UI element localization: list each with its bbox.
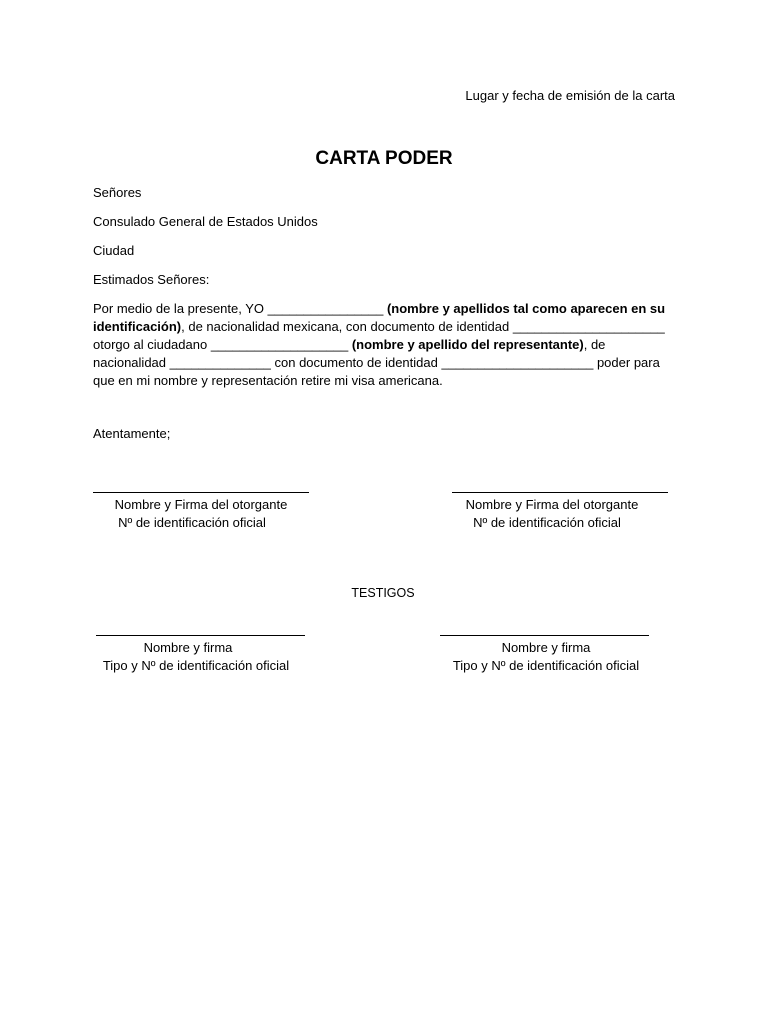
witness-left-name-label: Nombre y firma [143,640,233,655]
grantor-right-signature-line [452,492,668,493]
grantor-right-id-label: Nº de identificación oficial [473,515,621,530]
witness-left-id-label: Tipo y Nº de identificación oficial [102,658,290,673]
closing: Atentamente; [93,426,171,441]
witness-right-name-label: Nombre y firma [501,640,591,655]
salutation-line-1: Señores [93,185,142,200]
body-text-1: Por medio de la presente, YO [93,301,265,316]
id-blank: _____________________ [512,319,665,334]
body-text-4: , de nacionalidad [93,337,606,370]
body-text-2: , de nacionalidad mexicana, con documento de identidad [181,319,510,334]
body-bold-1: (nombre y apellidos tal como aparecen en su identificación) [93,301,666,334]
body-text-6: poder para que en mi nombre y representación retire mi visa americana. [93,355,660,388]
nationality-blank: ______________ [169,355,271,370]
grantor-left-signature-line [93,492,309,493]
grantor-right-name-label: Nombre y Firma del otorgante [465,497,639,512]
witnesses-heading: TESTIGOS [351,586,415,600]
greeting: Estimados Señores: [93,272,210,287]
recipient-city: Ciudad [93,243,135,258]
witness-left-signature-line [96,635,305,636]
document-title: CARTA PODER [315,148,453,169]
place-date-label: Lugar y fecha de emisión de la carta [465,88,675,103]
grantor-left-id-label: Nº de identificación oficial [118,515,266,530]
body-paragraph [93,300,673,390]
body-text-3: otorgo al ciudadano [93,337,208,352]
witness-right-id-label: Tipo y Nº de identificación oficial [452,658,640,673]
rep-id-blank: _____________________ [441,355,594,370]
body-bold-2: (nombre y apellido del representante) [351,337,584,352]
witness-right-signature-line [440,635,649,636]
representative-blank: ___________________ [210,337,349,352]
grantor-left-name-label: Nombre y Firma del otorgante [114,497,288,512]
name-blank: ________________ [267,301,384,316]
body-text-5: con documento de identidad [274,355,438,370]
recipient-name: Consulado General de Estados Unidos [93,214,318,229]
